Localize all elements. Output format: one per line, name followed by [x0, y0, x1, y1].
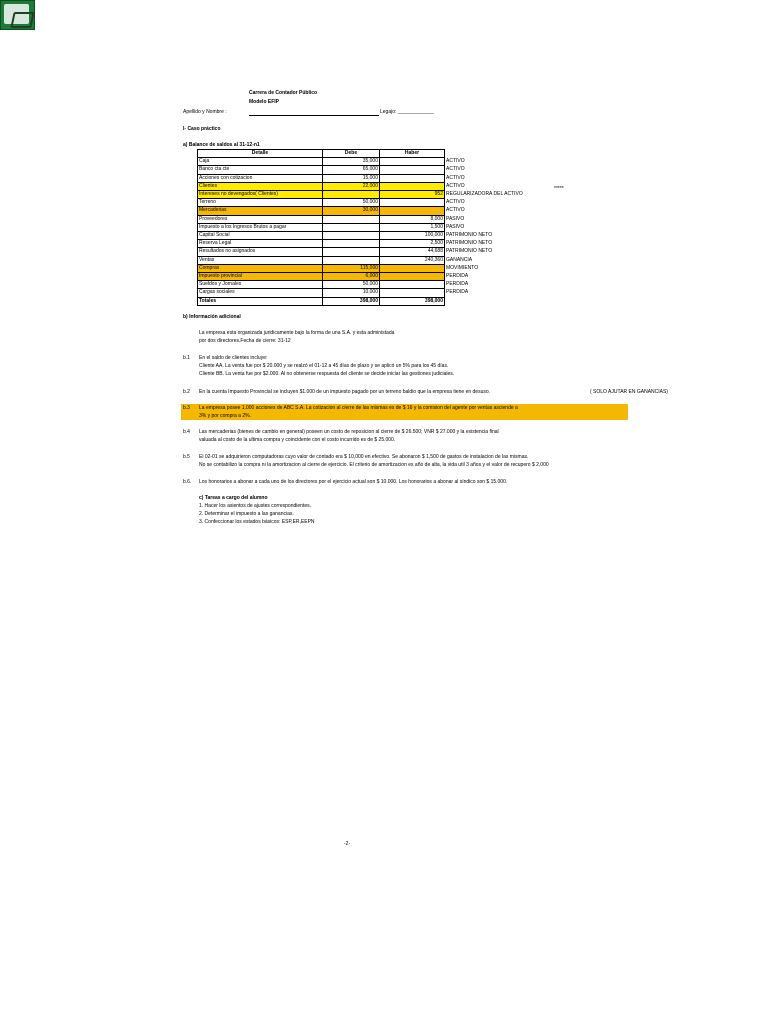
section-title: I- Caso práctico — [183, 126, 221, 132]
tipo-cell: ACTIVO — [446, 158, 465, 165]
b3-tag: b.3 — [183, 405, 190, 411]
info-intro-line1: La empresa esta organizada juridicamente bajo la forma de una S.A. y esta administada — [199, 330, 395, 336]
detalle-cell: Banco cta cte — [198, 166, 323, 174]
totals-label: Totales — [198, 297, 323, 305]
haber-cell: 44,688 — [380, 248, 445, 256]
totals-haber: 398,000 — [380, 297, 445, 305]
debe-cell — [323, 223, 380, 231]
detalle-cell: Mercaderias — [198, 207, 323, 215]
debe-cell: 6,000 — [323, 273, 380, 281]
table-row — [198, 158, 558, 166]
legajo-label: Legajo: _____________ — [380, 109, 434, 115]
detalle-cell: Resultados no asignados — [198, 248, 323, 256]
col-header-detalle: Detalle — [198, 150, 323, 158]
tipo-cell: ACTIVO — [446, 166, 465, 173]
tipo-cell: PATRIMONIO NETO — [446, 232, 493, 239]
table-row — [198, 248, 558, 256]
tipo-cell: ACTIVO — [446, 174, 465, 181]
tipo-cell: PASIVO — [446, 215, 465, 222]
debe-cell: 115,000 — [323, 264, 380, 272]
tipo-cell: PASIVO — [446, 223, 465, 230]
task-3: 3. Confeccionar los estados básicos: ESP,ER,EEPN — [199, 519, 315, 525]
debe-cell: 65,000 — [323, 166, 380, 174]
table-row — [198, 281, 558, 289]
task-1: 1. Hacer los asientos de ajustes correspondientes. — [199, 503, 312, 509]
debe-cell — [323, 215, 380, 223]
task-2: 2. Determinar el impuesto a las ganancias. — [199, 511, 294, 517]
b5-line2: No se contabilizo la compra ni la amortizacion al cierre de ejercicio. El criterio de amortizacion es año de alta, la vida util 3 años y el valor de recupero $ 2,000 — [199, 462, 549, 468]
table-row — [198, 199, 558, 207]
haber-cell: 1,500 — [380, 223, 445, 231]
col-header-debe: Debe — [323, 150, 380, 158]
haber-cell — [380, 182, 445, 190]
haber-cell: 2,500 — [380, 240, 445, 248]
table-row — [198, 215, 558, 223]
haber-cell — [380, 174, 445, 182]
debe-cell — [323, 248, 380, 256]
info-intro-line2: por dos directores.Fecha de cierre: 31-12 — [199, 338, 291, 344]
b1-line3: Cliente BB. La venta fue por $2.000. Al no obtenerse respuesta del cliente se decide iniciar las gestiones judiciales. — [199, 371, 455, 377]
detalle-cell: Impuesto provincial — [198, 273, 323, 281]
haber-cell — [380, 158, 445, 166]
tipo-cell: PATRIMONIO NETO — [446, 240, 493, 247]
logo-image — [0, 0, 35, 30]
detalle-cell: Caja — [198, 158, 323, 166]
b1-line1: En el saldo de clientes incluye: — [199, 355, 268, 361]
haber-cell — [380, 207, 445, 215]
table-row — [198, 264, 558, 272]
detalle-cell: Ventas — [198, 256, 323, 264]
detalle-cell: Proveedores — [198, 215, 323, 223]
page-number: -2- — [344, 841, 351, 847]
table-row — [198, 182, 558, 190]
haber-cell: 100,000 — [380, 232, 445, 240]
haber-cell — [380, 289, 445, 297]
info-title: b) Información adicional — [183, 314, 241, 320]
haber-cell — [380, 273, 445, 281]
tipo-cell: ACTIVO — [446, 182, 465, 189]
header-title-model: Modelo EFIP — [249, 99, 279, 105]
haber-cell: 8,000 — [380, 215, 445, 223]
detalle-cell: Reserva Legal — [198, 240, 323, 248]
detalle-cell: Clientes — [198, 182, 323, 190]
debe-cell — [323, 240, 380, 248]
detalle-cell: Terreno — [198, 199, 323, 207]
haber-cell — [380, 281, 445, 289]
detalle-cell: Acciones con cotizacion — [198, 174, 323, 182]
tipo-cell: GANANCIA — [446, 256, 473, 263]
table-row — [198, 232, 558, 240]
table-row — [198, 166, 558, 174]
table-row — [198, 240, 558, 248]
detalle-cell: Sueldos y Jornales — [198, 281, 323, 289]
debe-cell: 50,000 — [323, 281, 380, 289]
table-row — [198, 174, 558, 182]
b1-line2: Cliente AA. La venta fue por $ 20.000 y se realzó el 01-12 a 45 días de plazo y se aplicó un 5% para los 45 días. — [199, 363, 449, 369]
b2-tag: b.2 — [183, 389, 190, 395]
tipo-cell: PERDIDA — [446, 273, 469, 280]
totals-row — [198, 297, 558, 305]
table-row — [198, 191, 558, 199]
b4-line2: valuada al costo de la ultima compra y coincidente con el costo incurrido es de $ 25.000. — [199, 437, 396, 443]
haber-cell — [380, 199, 445, 207]
tipo-cell: PERDIDA — [446, 281, 469, 288]
balance-title: a) Balance de saldos al 31-12-n1 — [183, 142, 260, 148]
table-row — [198, 289, 558, 297]
haber-cell: 240,360 — [380, 256, 445, 264]
b5-tag: b.5 — [183, 454, 190, 460]
b3-line2: 3% y por compra a 2%. — [199, 413, 251, 419]
b4-tag: b.4 — [183, 429, 190, 435]
table-row — [198, 223, 558, 231]
haber-cell — [380, 166, 445, 174]
name-label: Apellido y Nombre : — [183, 109, 227, 115]
detalle-cell: Intereses no devengados( Clientes) — [198, 191, 323, 199]
debe-cell — [323, 256, 380, 264]
b2-line1: En la cuenta Impuesto Provincial se incluyen $1.000 de un impuesto pagado por un terreno baldio que la empresa tiene en desuso. — [199, 389, 491, 395]
tipo-cell: PATRIMONIO NETO — [446, 248, 493, 255]
b6-tag: b.6. — [183, 479, 192, 485]
haber-cell: 952 — [380, 191, 445, 199]
debe-cell: 50,000 — [323, 199, 380, 207]
table-row — [198, 207, 558, 215]
name-underline — [249, 115, 379, 116]
tipo-cell: ACTIVO — [446, 199, 465, 206]
b5-line1: El 02-01 se adquirieron computadoras cuyo valor de contado era $ 10,000 en efectivo. Se abonaron $ 1,500 de gastos de instalacion de las mismas. — [199, 454, 529, 460]
tasks-title: c) Tareas a cargo del alumno — [199, 495, 268, 501]
detalle-cell: Impuesto a los Ingresos Brutos a pagar — [198, 223, 323, 231]
debe-cell — [323, 232, 380, 240]
debe-cell: 35,000 — [323, 158, 380, 166]
stars-note: ***** — [554, 186, 564, 192]
detalle-cell: Compras — [198, 264, 323, 272]
detalle-cell: Capital Social — [198, 232, 323, 240]
col-header-haber: Haber — [380, 150, 445, 158]
debe-cell: 15,000 — [323, 174, 380, 182]
table-row — [198, 273, 558, 281]
table-row — [198, 256, 558, 264]
header-title-career: Carrera de Contador Público — [249, 90, 318, 96]
b6-line1: Los honorarios a abonar a cada uno de los directores por el ejercicio actual son $ 10.000. Los honorarios a abonar al síndico son $ 15.000. — [199, 479, 508, 485]
haber-cell — [380, 264, 445, 272]
debe-cell: 10,000 — [323, 289, 380, 297]
debe-cell: 30,000 — [323, 207, 380, 215]
b4-line1: Las mercaderias (bienes de cambio en general) poseen un costo de reposicion al cierre de $ 26.500; VNR $ 27.000 y la existencia final — [199, 429, 499, 435]
tipo-cell: REGULARIZADORA DEL ACTIVO — [446, 191, 523, 198]
balance-table — [197, 149, 558, 306]
debe-cell: 22,000 — [323, 182, 380, 190]
tipo-cell: MOVIMIENTO — [446, 264, 479, 271]
detalle-cell: Cargas sociales — [198, 289, 323, 297]
totals-debe: 398,000 — [323, 297, 380, 305]
b2-note: ( SOLO AJUTAR EN GANANCIAS) — [590, 389, 668, 395]
b1-tag: b.1 — [183, 355, 190, 361]
debe-cell — [323, 191, 380, 199]
b3-line1: La empresa posee 1.000 acciones de ABC S.A. La cotizacion al cierre de las mismas es de $ 16 y la comision del agente por ventas asciende a — [199, 405, 518, 411]
tipo-cell: ACTIVO — [446, 207, 465, 214]
tipo-cell: PERDIDA — [446, 289, 469, 296]
